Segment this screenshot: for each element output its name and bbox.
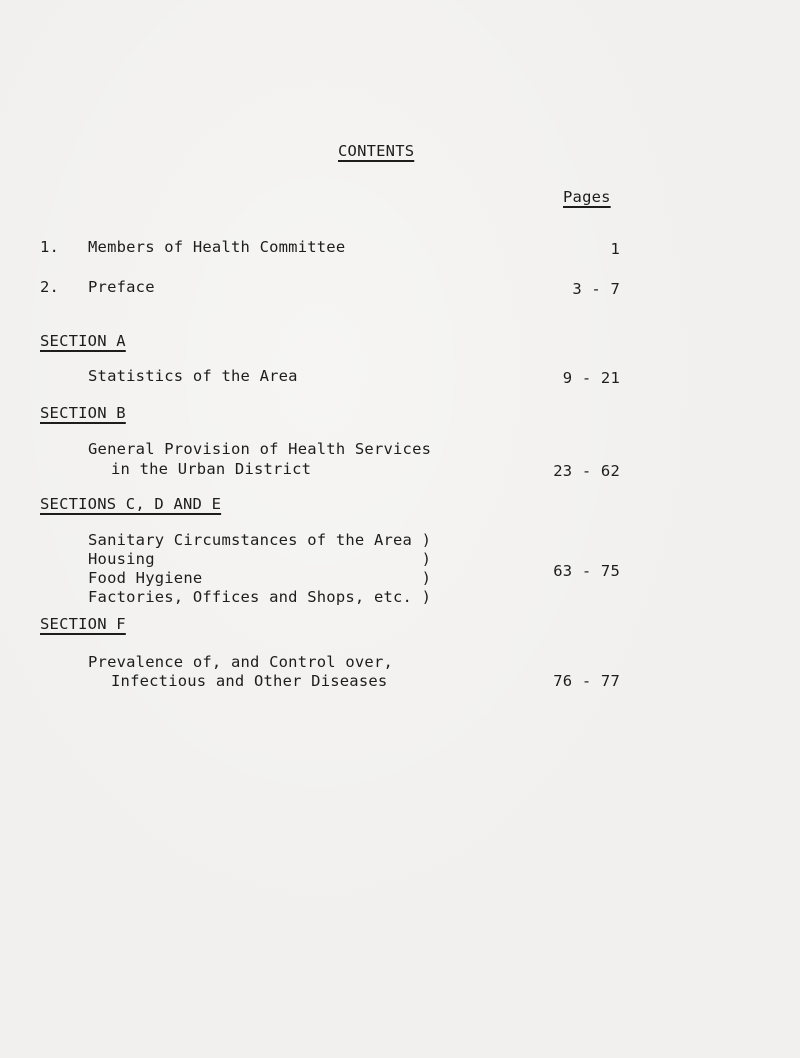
section-b-pages: 23 - 62 bbox=[553, 462, 620, 480]
section-b-line: in the Urban District bbox=[111, 460, 312, 478]
sections-cde-line: Housing ) bbox=[88, 550, 432, 568]
entry-number: 1. bbox=[40, 238, 60, 256]
sections-cde-line: Food Hygiene ) bbox=[88, 569, 432, 587]
entry-number: 2. bbox=[40, 278, 60, 296]
section-f-line: Prevalence of, and Control over, bbox=[88, 653, 394, 671]
sections-cde-heading: SECTIONS C, D AND E bbox=[40, 495, 222, 513]
page-title: CONTENTS bbox=[338, 142, 415, 160]
section-f-line: Infectious and Other Diseases bbox=[111, 672, 388, 690]
entry-label: Preface bbox=[88, 278, 155, 296]
pages-column-header: Pages bbox=[563, 188, 611, 206]
entry-label: Members of Health Committee bbox=[88, 238, 346, 256]
section-f-heading: SECTION F bbox=[40, 615, 126, 633]
section-b-line: General Provision of Health Services bbox=[88, 440, 432, 458]
section-a-item: Statistics of the Area bbox=[88, 367, 298, 385]
entry-pages: 3 - 7 bbox=[572, 280, 620, 298]
entry-pages: 1 bbox=[610, 240, 620, 258]
sections-cde-line: Sanitary Circumstances of the Area ) bbox=[88, 531, 432, 549]
sections-cde-pages: 63 - 75 bbox=[553, 562, 620, 580]
section-f-pages: 76 - 77 bbox=[553, 672, 620, 690]
section-a-heading: SECTION A bbox=[40, 332, 126, 350]
section-a-pages: 9 - 21 bbox=[562, 369, 620, 387]
section-b-heading: SECTION B bbox=[40, 404, 126, 422]
sections-cde-line: Factories, Offices and Shops, etc. ) bbox=[88, 588, 432, 606]
